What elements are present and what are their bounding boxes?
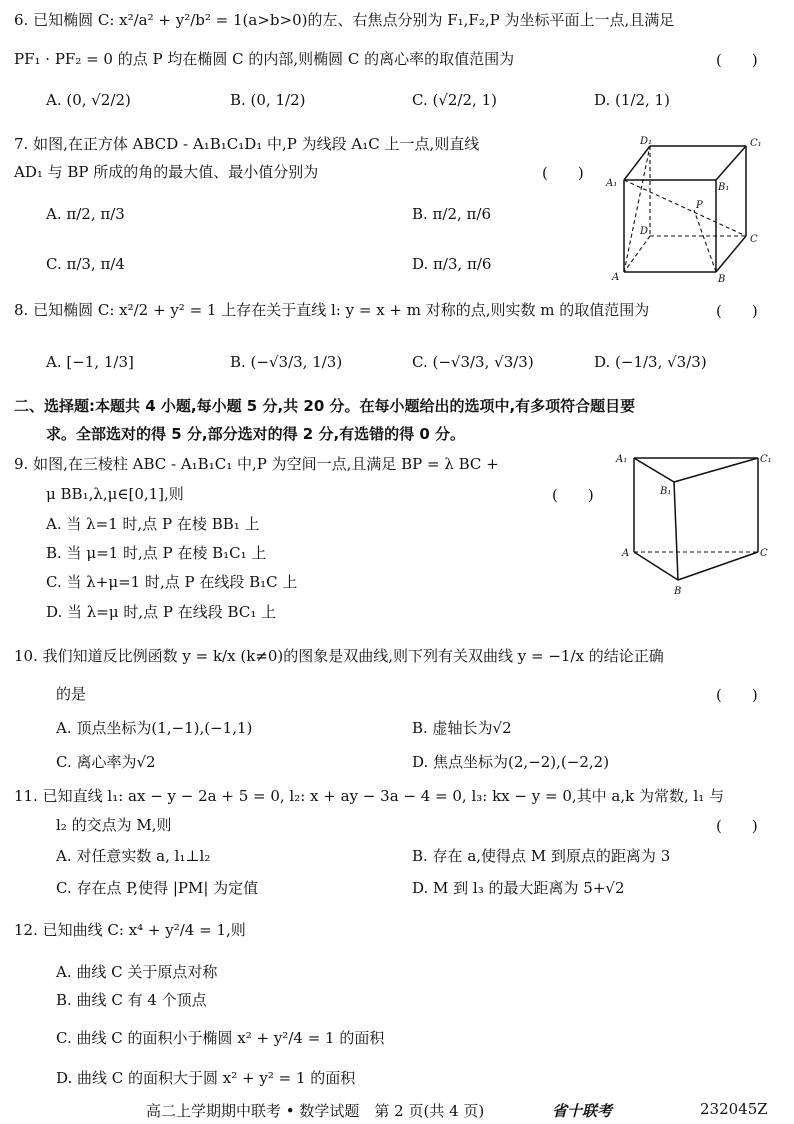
q10-stem-line2: 的是 [56, 685, 87, 703]
q9-option-a: A. 当 λ=1 时,点 P 在棱 BB₁ 上 [46, 515, 260, 533]
prism-label-b: B [674, 586, 682, 596]
prism-label-c: C [760, 548, 768, 559]
cube-label-d1: D₁ [640, 136, 653, 147]
prism-label-b1: B₁ [660, 486, 672, 497]
q7-option-c: C. π/3, π/4 [46, 255, 125, 273]
q8-answer-paren: ( ) [716, 302, 758, 320]
q6-stem-line2: PF₁ · PF₂ = 0 的点 P 均在椭圆 C 的内部,则椭圆 C 的离心率的取值范围为 [14, 50, 515, 68]
q8-option-d: D. (−1/3, √3/3) [594, 353, 707, 371]
cube-label-c: C [750, 234, 758, 245]
section-2-heading-line1: 二、选择题:本题共 4 小题,每小题 5 分,共 20 分。在每小题给出的选项中,有多项符合题目要 [14, 397, 636, 415]
q7-option-d: D. π/3, π/6 [412, 255, 492, 273]
q6-answer-paren: ( ) [716, 51, 758, 69]
q8-option-b: B. (−√3/3, 1/3) [230, 353, 343, 371]
prism-label-a: A [622, 548, 630, 559]
q8-option-c: C. (−√3/3, √3/3) [412, 353, 534, 371]
prism-label-a1: A₁ [616, 454, 628, 465]
footer-brand: 省十联考 [552, 1102, 613, 1120]
q6-option-c: C. (√2/2, 1) [412, 91, 497, 109]
section-2-heading-line2: 求。全部选对的得 5 分,部分选对的得 2 分,有选错的得 0 分。 [46, 425, 466, 443]
q11-stem-line2: l₂ 的交点为 M,则 [56, 816, 172, 834]
q12-option-b: B. 曲线 C 有 4 个顶点 [56, 991, 207, 1009]
q10-option-d: D. 焦点坐标为(2,−2),(−2,2) [412, 753, 610, 771]
footer-exam-info: 高二上学期期中联考 • 数学试题 第 2 页(共 4 页) [146, 1102, 485, 1120]
q8-option-a: A. [−1, 1/3] [46, 353, 134, 371]
q6-option-a: A. (0, √2/2) [46, 91, 131, 109]
footer-code: 232045Z [700, 1100, 768, 1118]
q9-option-c: C. 当 λ+μ=1 时,点 P 在线段 B₁C 上 [46, 573, 298, 591]
q7-stem-line2: AD₁ 与 BP 所成的角的最大值、最小值分别为 [14, 163, 319, 181]
q11-answer-paren: ( ) [716, 817, 758, 835]
prism-label-c1: C₁ [760, 454, 772, 465]
q12-option-a: A. 曲线 C 关于原点对称 [56, 963, 218, 981]
q12-option-c: C. 曲线 C 的面积小于椭圆 x² + y²/4 = 1 的面积 [56, 1029, 385, 1047]
q9-stem-line1: 9. 如图,在三棱柱 ABC - A₁B₁C₁ 中,P 为空间一点,且满足 BP = λ BC + [14, 455, 499, 473]
q7-answer-paren: ( ) [542, 164, 584, 182]
q12-option-d: D. 曲线 C 的面积大于圆 x² + y² = 1 的面积 [56, 1069, 356, 1087]
cube-label-b: B [718, 274, 726, 285]
q7-option-a: A. π/2, π/3 [46, 205, 125, 223]
q9-stem-line2: μ BB₁,λ,μ∈[0,1],则 [46, 485, 184, 503]
cube-label-a1: A₁ [606, 178, 618, 189]
q10-option-c: C. 离心率为√2 [56, 753, 156, 771]
q7-stem-line1: 7. 如图,在正方体 ABCD - A₁B₁C₁D₁ 中,P 为线段 A₁C 上一点,则直线 [14, 135, 480, 153]
q6-stem-line1: 6. 已知椭圆 C: x²/a² + y²/b² = 1(a>b>0)的左、右焦点分别为 F₁,F₂,P 为坐标平面上一点,且满足 [14, 11, 675, 29]
q9-option-b: B. 当 μ=1 时,点 P 在棱 B₁C₁ 上 [46, 544, 267, 562]
q10-option-a: A. 顶点坐标为(1,−1),(−1,1) [56, 719, 253, 737]
q11-option-a: A. 对任意实数 a, l₁⊥l₂ [56, 847, 211, 865]
q11-option-c: C. 存在点 P,使得 |PM| 为定值 [56, 879, 259, 897]
q10-stem-line1: 10. 我们知道反比例函数 y = k/x (k≠0)的图象是双曲线,则下列有关双曲线 y = −1/x 的结论正确 [14, 647, 664, 665]
cube-figure [600, 132, 770, 288]
q9-option-d: D. 当 λ=μ 时,点 P 在线段 BC₁ 上 [46, 603, 277, 621]
q6-option-b: B. (0, 1/2) [230, 91, 306, 109]
q8-stem: 8. 已知椭圆 C: x²/2 + y² = 1 上存在关于直线 l: y = x + m 对称的点,则实数 m 的取值范围为 [14, 301, 650, 319]
cube-label-a: A [612, 272, 620, 283]
cube-label-c1: C₁ [750, 138, 762, 149]
cube-label-d: D [640, 226, 649, 237]
q11-stem-line1: 11. 已知直线 l₁: ax − y − 2a + 5 = 0, l₂: x + ay − 3a − 4 = 0, l₃: kx − y = 0,其中 a,k 为常数, l₁ 与 [14, 787, 725, 805]
q11-option-b: B. 存在 a,使得点 M 到原点的距离为 3 [412, 847, 671, 865]
q6-option-d: D. (1/2, 1) [594, 91, 670, 109]
q10-answer-paren: ( ) [716, 686, 758, 704]
q10-option-b: B. 虚轴长为√2 [412, 719, 512, 737]
cube-label-p: P [696, 200, 703, 211]
q9-answer-paren: ( ) [552, 486, 594, 504]
q12-stem: 12. 已知曲线 C: x⁴ + y²/4 = 1,则 [14, 921, 246, 939]
cube-label-b1: B₁ [718, 182, 730, 193]
prism-figure [612, 446, 782, 596]
q11-option-d: D. M 到 l₃ 的最大距离为 5+√2 [412, 879, 625, 897]
q7-option-b: B. π/2, π/6 [412, 205, 492, 223]
